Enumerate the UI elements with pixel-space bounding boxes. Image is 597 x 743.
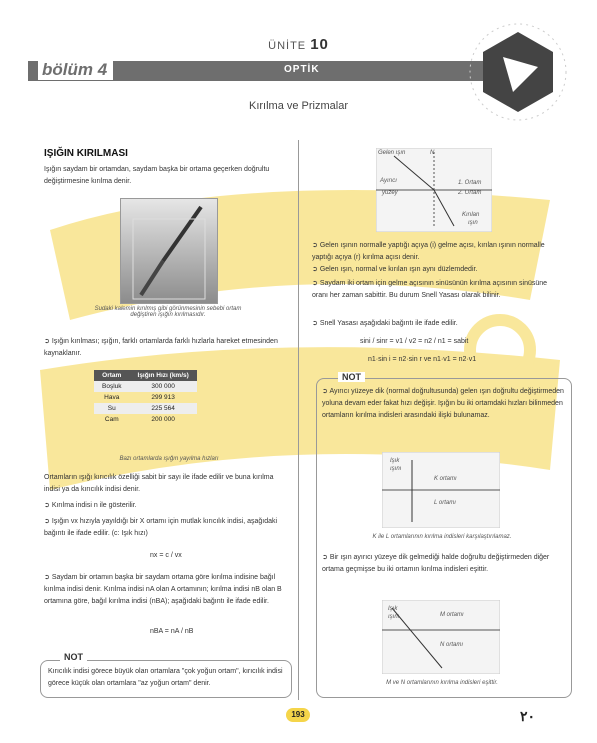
- kl-l: L ortamı: [434, 500, 456, 506]
- mn-n: N ortamı: [440, 642, 464, 648]
- table-cell: 299 913: [151, 394, 175, 401]
- kl-k: K ortamı: [434, 476, 457, 482]
- table-cell: 300 000: [151, 383, 175, 390]
- note-equal: ➲ Bir ışın ayırıcı yüzeye dik gelmediği halde doğrultu değiştirmeden diğer ortama geçmişse bu iki ortamın kırılma indisleri eşittir.: [322, 552, 564, 576]
- bullet-snell: ➲ Saydam iki ortam için gelme açısının sinüsünün kırılma açısının sinüsüne oranı her zaman sabittir. Bu durum Snell Yasası olarak bilinir.: [312, 278, 562, 302]
- section-heading: IŞIĞIN KIRILMASI: [44, 148, 128, 159]
- label-ortam1: 1. Ortam: [458, 180, 482, 186]
- corner-mark: ۲۰: [520, 708, 536, 724]
- formula-nx: nx = c / vx: [150, 552, 182, 559]
- label-incident: Gelen ışın: [378, 150, 406, 156]
- table-header: Ortam: [102, 372, 122, 379]
- label-ayirici: Ayırıcı: [380, 178, 397, 184]
- formula-snell2: n1·sin i = n2·sin r ve n1·v1 = n2·v1: [368, 356, 477, 363]
- mn-isik: Işık: [388, 606, 398, 612]
- table-caption: Bazı ortamlarda ışığın yayılma hızları: [119, 456, 219, 462]
- chapter-label: bölüm 4: [38, 60, 113, 80]
- mn-m: M ortamı: [440, 612, 464, 618]
- bullet-angles: ➲ Gelen ışının normalle yaptığı açıya (i) gelme açısı, kırılan ışının normalle yaptığı açıya (r) kırılma açısı denir.: [312, 240, 562, 264]
- intro-text: Işığın saydam bir ortamdan, saydam başka bir ortama geçerken doğrultu değiştirmesine kırılma denir.: [44, 166, 270, 185]
- label-isin: ışın: [468, 220, 478, 226]
- kl-caption: K ile L ortamlarının kırılma indisleri karşılaştırılamaz.: [372, 534, 512, 540]
- label-normal: N: [430, 150, 435, 156]
- mn-caption: M ve N ortamlarının kırılma indisleri eşittir.: [386, 680, 498, 686]
- note-perpendicular: ➲ Ayırıcı yüzeye dik (normal doğrultusunda) gelen ışın doğrultu değiştirmeden yoluna devam eder fakat hızı değişir. Işığın bu iki ortamdaki hızları bilinmeden ortamların kırılma indisleri arasındaki ilişki bulunamaz.: [322, 386, 564, 422]
- speed-table: [94, 370, 197, 425]
- table-cell: 200 000: [151, 416, 175, 423]
- formula-snell: sini / sinr = v1 / v2 = n2 / n1 = sabit: [360, 338, 469, 345]
- photo-caption: Sudaki kalemin kırılmış gibi görünmesinin sebebi ortam değiştiren ışığın kırılmasıdır.: [94, 306, 242, 318]
- label-ortam2: 2. Ortam: [458, 190, 482, 196]
- table-cell: Hava: [104, 394, 120, 401]
- column-divider: [298, 140, 299, 700]
- kl-isik: Işık: [390, 458, 400, 464]
- index-definition: Ortamların ışığı kırıcılık özelliği sabit bir sayı ile ifade edilir ve buna kırılma indisi ya da kırıcılık indisi denir.: [44, 474, 274, 493]
- note-label-right: NOT: [338, 372, 365, 382]
- note-label: NOT: [60, 652, 87, 662]
- bullet-plane: ➲ Gelen ışın, normal ve kırılan ışın aynı düzlemdedir.: [312, 264, 562, 276]
- table-cell: Cam: [104, 416, 119, 423]
- table-cell: Boşluk: [102, 383, 122, 390]
- bullet-n: ➲ Kırılma indisi n ile gösterilir.: [44, 500, 289, 512]
- note-text: Kırıcılık indisi görece büyük olan ortamlara "çok yoğun ortam", kırıcılık indisi görece küçük olan ortamlara "az yoğun ortam" denir.: [48, 668, 283, 687]
- bullet-snell-formula: ➲ Snell Yasası aşağıdaki bağıntı ile ifade edilir.: [312, 318, 562, 330]
- table-cell: 225 564: [151, 405, 175, 412]
- kl-isini: ışını: [390, 466, 402, 472]
- bullet-speed: ➲ Işığın kırılması; ışığın, farklı ortamlarda farklı hızlarla hareket etmesinden kaynaklanır.: [44, 336, 289, 360]
- table-cell: Su: [107, 405, 116, 412]
- bullet-relative: ➲ Saydam bir ortamın başka bir saydam ortama göre kırılma indisine bağıl kırılma indisi denir. Kırılma indisi nA olan A ortamının; kırılma indisi nB olan B ortamına göre, bağıl kırılma indisi (nBA); aşağıdaki bağıntı ile ifade edilir.: [44, 572, 289, 608]
- table-header: Işığın Hızı (km/s): [137, 372, 189, 379]
- page-subtitle: Kırılma ve Prizmalar: [248, 100, 349, 112]
- bullet-absolute: ➲ Işığın vx hızıyla yayıldığı bir X ortamı için mutlak kırıcılık indisi, aşağıdaki bağıntı ile ifade edilir. (c: Işık hızı): [44, 516, 289, 540]
- mn-isini: ışını: [388, 614, 400, 620]
- topic-label: OPTİK: [284, 64, 320, 75]
- pencil-in-water-photo: [120, 198, 218, 304]
- label-kirilan: Kırılan: [462, 212, 480, 218]
- formula-nba: nBA = nA / nB: [150, 628, 194, 635]
- unit-title: ÜNİTE 10: [268, 36, 329, 53]
- page-number: 193: [286, 708, 310, 722]
- kl-diagram: [382, 452, 500, 528]
- play-badge-icon: [458, 22, 578, 122]
- label-yuzey: yüzey: [382, 190, 398, 196]
